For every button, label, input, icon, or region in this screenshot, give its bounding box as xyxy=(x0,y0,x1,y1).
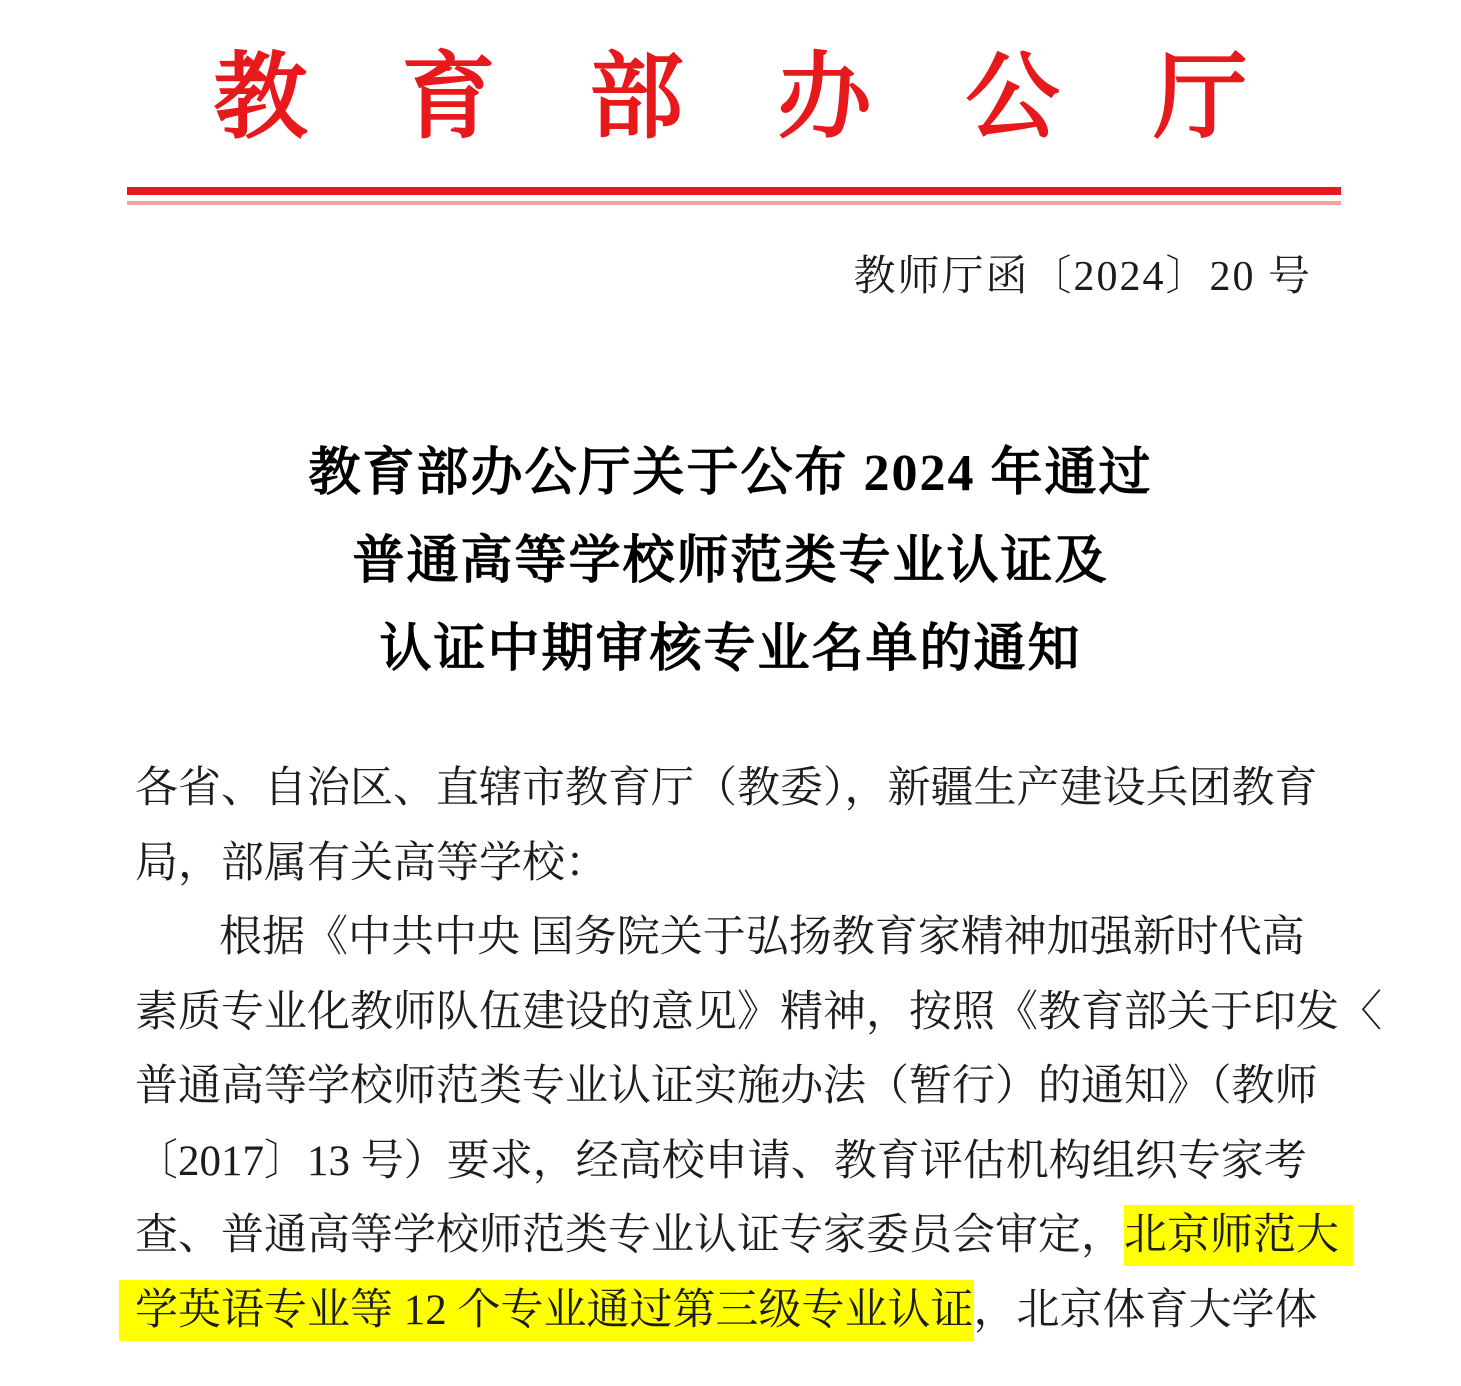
body-line xyxy=(135,1274,1345,1349)
body-line xyxy=(135,901,1345,976)
body-line-text: 各省、自治区、直辖市教育厅（教委），新疆生产建设兵团教育 xyxy=(135,765,1318,812)
body-line-text: 〔2017〕13 号）要求，经高校申请、教育评估机构组织专家考 xyxy=(135,1137,1307,1185)
document-number: 教师厅函〔2024〕20 号 xyxy=(853,254,1312,300)
notice-title-line-1: 教育部办公厅关于公布 2024 年通过 xyxy=(308,445,1153,502)
body-line xyxy=(135,827,1345,902)
body-line xyxy=(135,1199,1345,1274)
body-line xyxy=(135,1125,1345,1200)
body-line xyxy=(135,1050,1345,1125)
body-line xyxy=(135,752,1345,827)
notice-title xyxy=(0,430,1461,694)
letterhead-rule-thin xyxy=(127,201,1341,205)
body-text xyxy=(135,752,1382,1348)
body-line-text: 局，部属有关高等学校： xyxy=(135,839,608,887)
body-line-text: 普通高等学校师范类专业认证实施办法（暂行）的通知》（教师 xyxy=(135,1063,1318,1110)
body-line-text: ，北京体育大学体 xyxy=(973,1286,1318,1334)
notice-title-line-2: 普通高等学校师范类专业认证及 xyxy=(352,533,1109,590)
body-line-text: 素质专业化教师队伍建设的意见》精神，按照《教育部关于印发〈 xyxy=(135,988,1382,1036)
letterhead-title: 教育部办公厅 xyxy=(213,46,1342,150)
body-line xyxy=(135,976,1382,1051)
notice-title-line-3: 认证中期审核专业名单的通知 xyxy=(379,621,1082,678)
body-line-text: 根据《中共中央 国务院关于弘扬教育家精神加强新时代高 xyxy=(219,914,1305,961)
letterhead-rule-thick xyxy=(127,187,1341,195)
body-line-text: 查、普通高等学校师范类专业认证专家委员会审定， xyxy=(135,1212,1124,1259)
highlighted-text: 北京师范大 xyxy=(1124,1205,1353,1266)
highlighted-text: 学英语专业等 12 个专业通过第三级专业认证 xyxy=(119,1280,974,1341)
